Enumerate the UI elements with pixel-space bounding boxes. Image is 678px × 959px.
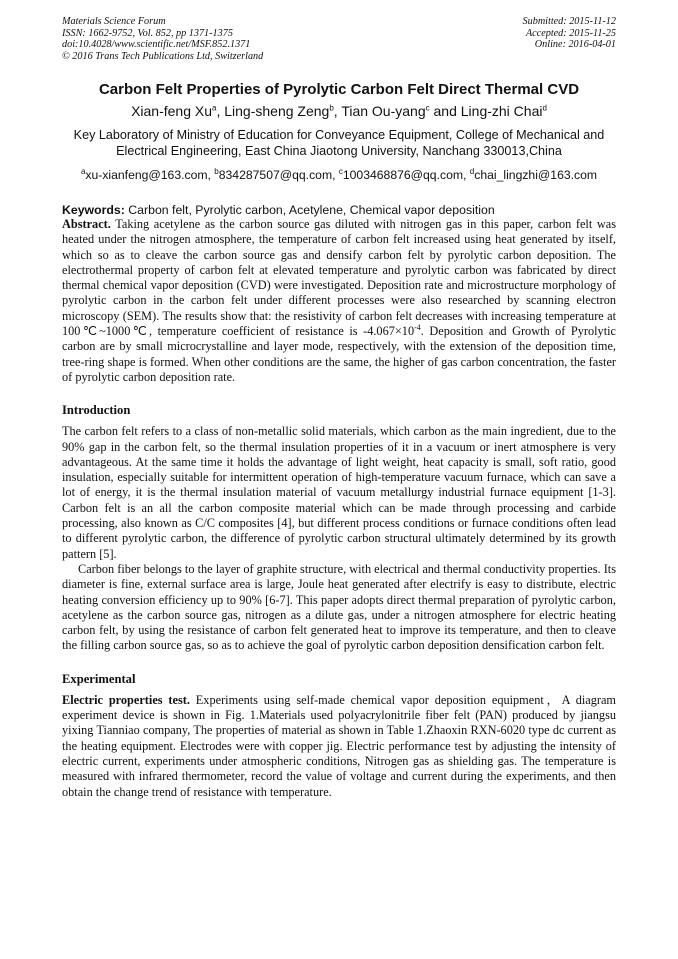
email-address[interactable]: 834287507@qq.com xyxy=(218,168,333,182)
email-marker: a xyxy=(80,166,86,176)
abstract xyxy=(62,217,616,385)
paper-title: Carbon Felt Properties of Pyrolytic Carbon Felt Direct Thermal CVD xyxy=(98,81,580,98)
abstract-label: Abstract. xyxy=(62,217,111,231)
section-heading-introduction: Introduction xyxy=(62,403,131,418)
author-marker: a xyxy=(212,103,217,113)
author-name: Ling-sheng Zeng xyxy=(224,103,330,119)
submitted-date: Submitted: 2015-11-12 xyxy=(522,16,616,27)
author-marker: c xyxy=(425,103,430,113)
affiliation-line: Key Laboratory of Ministry of Education for Conveyance Equipment, College of Mechanical and xyxy=(73,128,605,142)
email-marker: c xyxy=(338,166,343,176)
abstract-exponent: -4 xyxy=(414,322,421,332)
email-list xyxy=(62,168,616,182)
email-separator: , xyxy=(463,168,470,182)
email-marker: d xyxy=(469,166,475,176)
experimental-paragraph xyxy=(62,693,616,800)
section-heading-experimental: Experimental xyxy=(62,671,136,686)
journal-name: Materials Science Forum xyxy=(62,16,166,27)
journal-info xyxy=(62,16,263,62)
affiliation xyxy=(62,127,616,159)
author-name: Tian Ou-yang xyxy=(341,103,426,119)
experimental-lead: Electric properties test. xyxy=(62,692,190,707)
email-address[interactable]: 1003468876@qq.com xyxy=(342,168,463,182)
publication-dates xyxy=(523,16,616,62)
email-address[interactable]: chai_lingzhi@163.com xyxy=(474,168,598,182)
intro-paragraph: The carbon felt refers to a class of non-metallic solid materials, which carbon as the main ingredient, due to the 90% gap in the carbon felt, so the thermal insulation properties of it in a vacuum or inert atmosphere is very advantageous. At the same time it holds the advantage of light weight, heat capacity is small, soft ratio, good insulation, especially suitable for intermittent operation of high-temperature vacuum furnace, which can save a lot of energy, it is the thermal insulation material of vacuum metallurgy industrial furnace equipment [1-3]. Carbon felt is an all the carbon composite material which can be made through processing and carbide processing, also known as C/C composites [4], but different process conditions or furnace conditions often lead to different pyrolytic carbon, the difference of pyrolytic carbon structural ultimately determined by its growth pattern [5]. xyxy=(62,424,616,561)
keywords xyxy=(62,203,616,217)
abstract-text-continued: . Deposition and Growth of Pyrolytic carbon are by small microcrystalline and layer mode, respectively, with the extension of the deposition time, tree-ring shape is formed. When other conditions are the same, the higher of gas carbon concentration, the faster of pyrolytic carbon deposition rate. xyxy=(62,324,616,384)
keywords-label: Keywords: xyxy=(62,203,125,217)
author-marker: d xyxy=(542,103,547,113)
affiliation-line: Electrical Engineering, East China Jiaotong University, Nanchang 330013,China xyxy=(116,144,562,158)
online-date: Online: 2016-04-01 xyxy=(534,39,616,50)
author-marker: b xyxy=(329,103,334,113)
doi: doi:10.4028/www.scientific.net/MSF.852.1371 xyxy=(62,39,251,50)
author-name: Xian-feng Xu xyxy=(131,103,213,119)
email-marker: b xyxy=(214,166,219,176)
author-separator: , xyxy=(216,103,225,119)
author-list xyxy=(62,103,616,119)
email-separator: , xyxy=(207,168,215,182)
issn: ISSN: 1662-9752, Vol. 852, pp 1371-1375 xyxy=(62,27,233,39)
email-address[interactable]: xu-xianfeng@163.com xyxy=(85,168,208,182)
accepted-date: Accepted: 2015-11-25 xyxy=(525,27,616,39)
abstract-text: Taking acetylene as the carbon source gas diluted with nitrogen gas in this paper, carbon felt was heated under the nitrogen atmosphere, the temperature of carbon felt increased using heat generated by itself, which so as to cleave the carbon source gas and densify carbon felt by pyrolytic carbon deposition. The electrothermal property of carbon felt at elevated temperature and pyrolytic carbon was fabricated by direct thermal chemical vapor deposition (CVD) were investigated. Deposition rate and microstructure morphology of pyrolytic carbon in the carbon felt under different processes were also researched by scanning electron microscopy (SEM). The results show that: the resistivity of carbon felt decreases with increasing temperature at 100℃~1000℃, temperature coefficient of resistance is -4.067×10 xyxy=(62,217,616,339)
author-separator: , xyxy=(333,103,342,119)
keywords-text: Carbon felt, Pyrolytic carbon, Acetylene, Chemical vapor deposition xyxy=(124,203,495,217)
experimental-text: Experiments using self-made chemical vapor deposition equipment，A diagram experiment device is shown in Fig. 1.Materials used polyacrylonitrile fiber felt (PAN) produced by jiangsu yixing Tianniao company, The properties of material as shown in Table 1.Zhaoxin RXN-6020 type dc current as the heating equipment. Electrodes were with copper jig. Electric performance test by adjusting the intensity of electric current, experiments under atmospheric conditions, Nitrogen gas as shielding gas. The temperature is measured with infrared thermometer, record the value of voltage and current during the experiments, and then obtain the change trend of resistance with temperature. xyxy=(62,692,616,799)
journal-header xyxy=(62,16,616,62)
author-name: Ling-zhi Chai xyxy=(460,103,543,119)
author-separator: and xyxy=(429,103,461,119)
email-separator: , xyxy=(332,168,339,182)
intro-paragraph: Carbon fiber belongs to the layer of graphite structure, with electrical and thermal conductivity properties. Its diameter is fine, external surface area is large, Joule heat generated after electrify is easy to distribute, electric heating conversion efficiency up to 90% [6-7]. This paper adopts direct thermal preparation of pyrolytic carbon, acetylene as the carbon source gas, nitrogen as a dilute gas, under a nitrogen atmosphere for electric heating carbon felt, by using the resistance of carbon felt generated heat to improve its temperature, and then to cleave the filling carbon source gas, so as to achieve the goal of pyrolytic carbon deposition densification carbon felt. xyxy=(62,561,616,653)
copyright: © 2016 Trans Tech Publications Ltd, Switzerland xyxy=(62,50,264,62)
